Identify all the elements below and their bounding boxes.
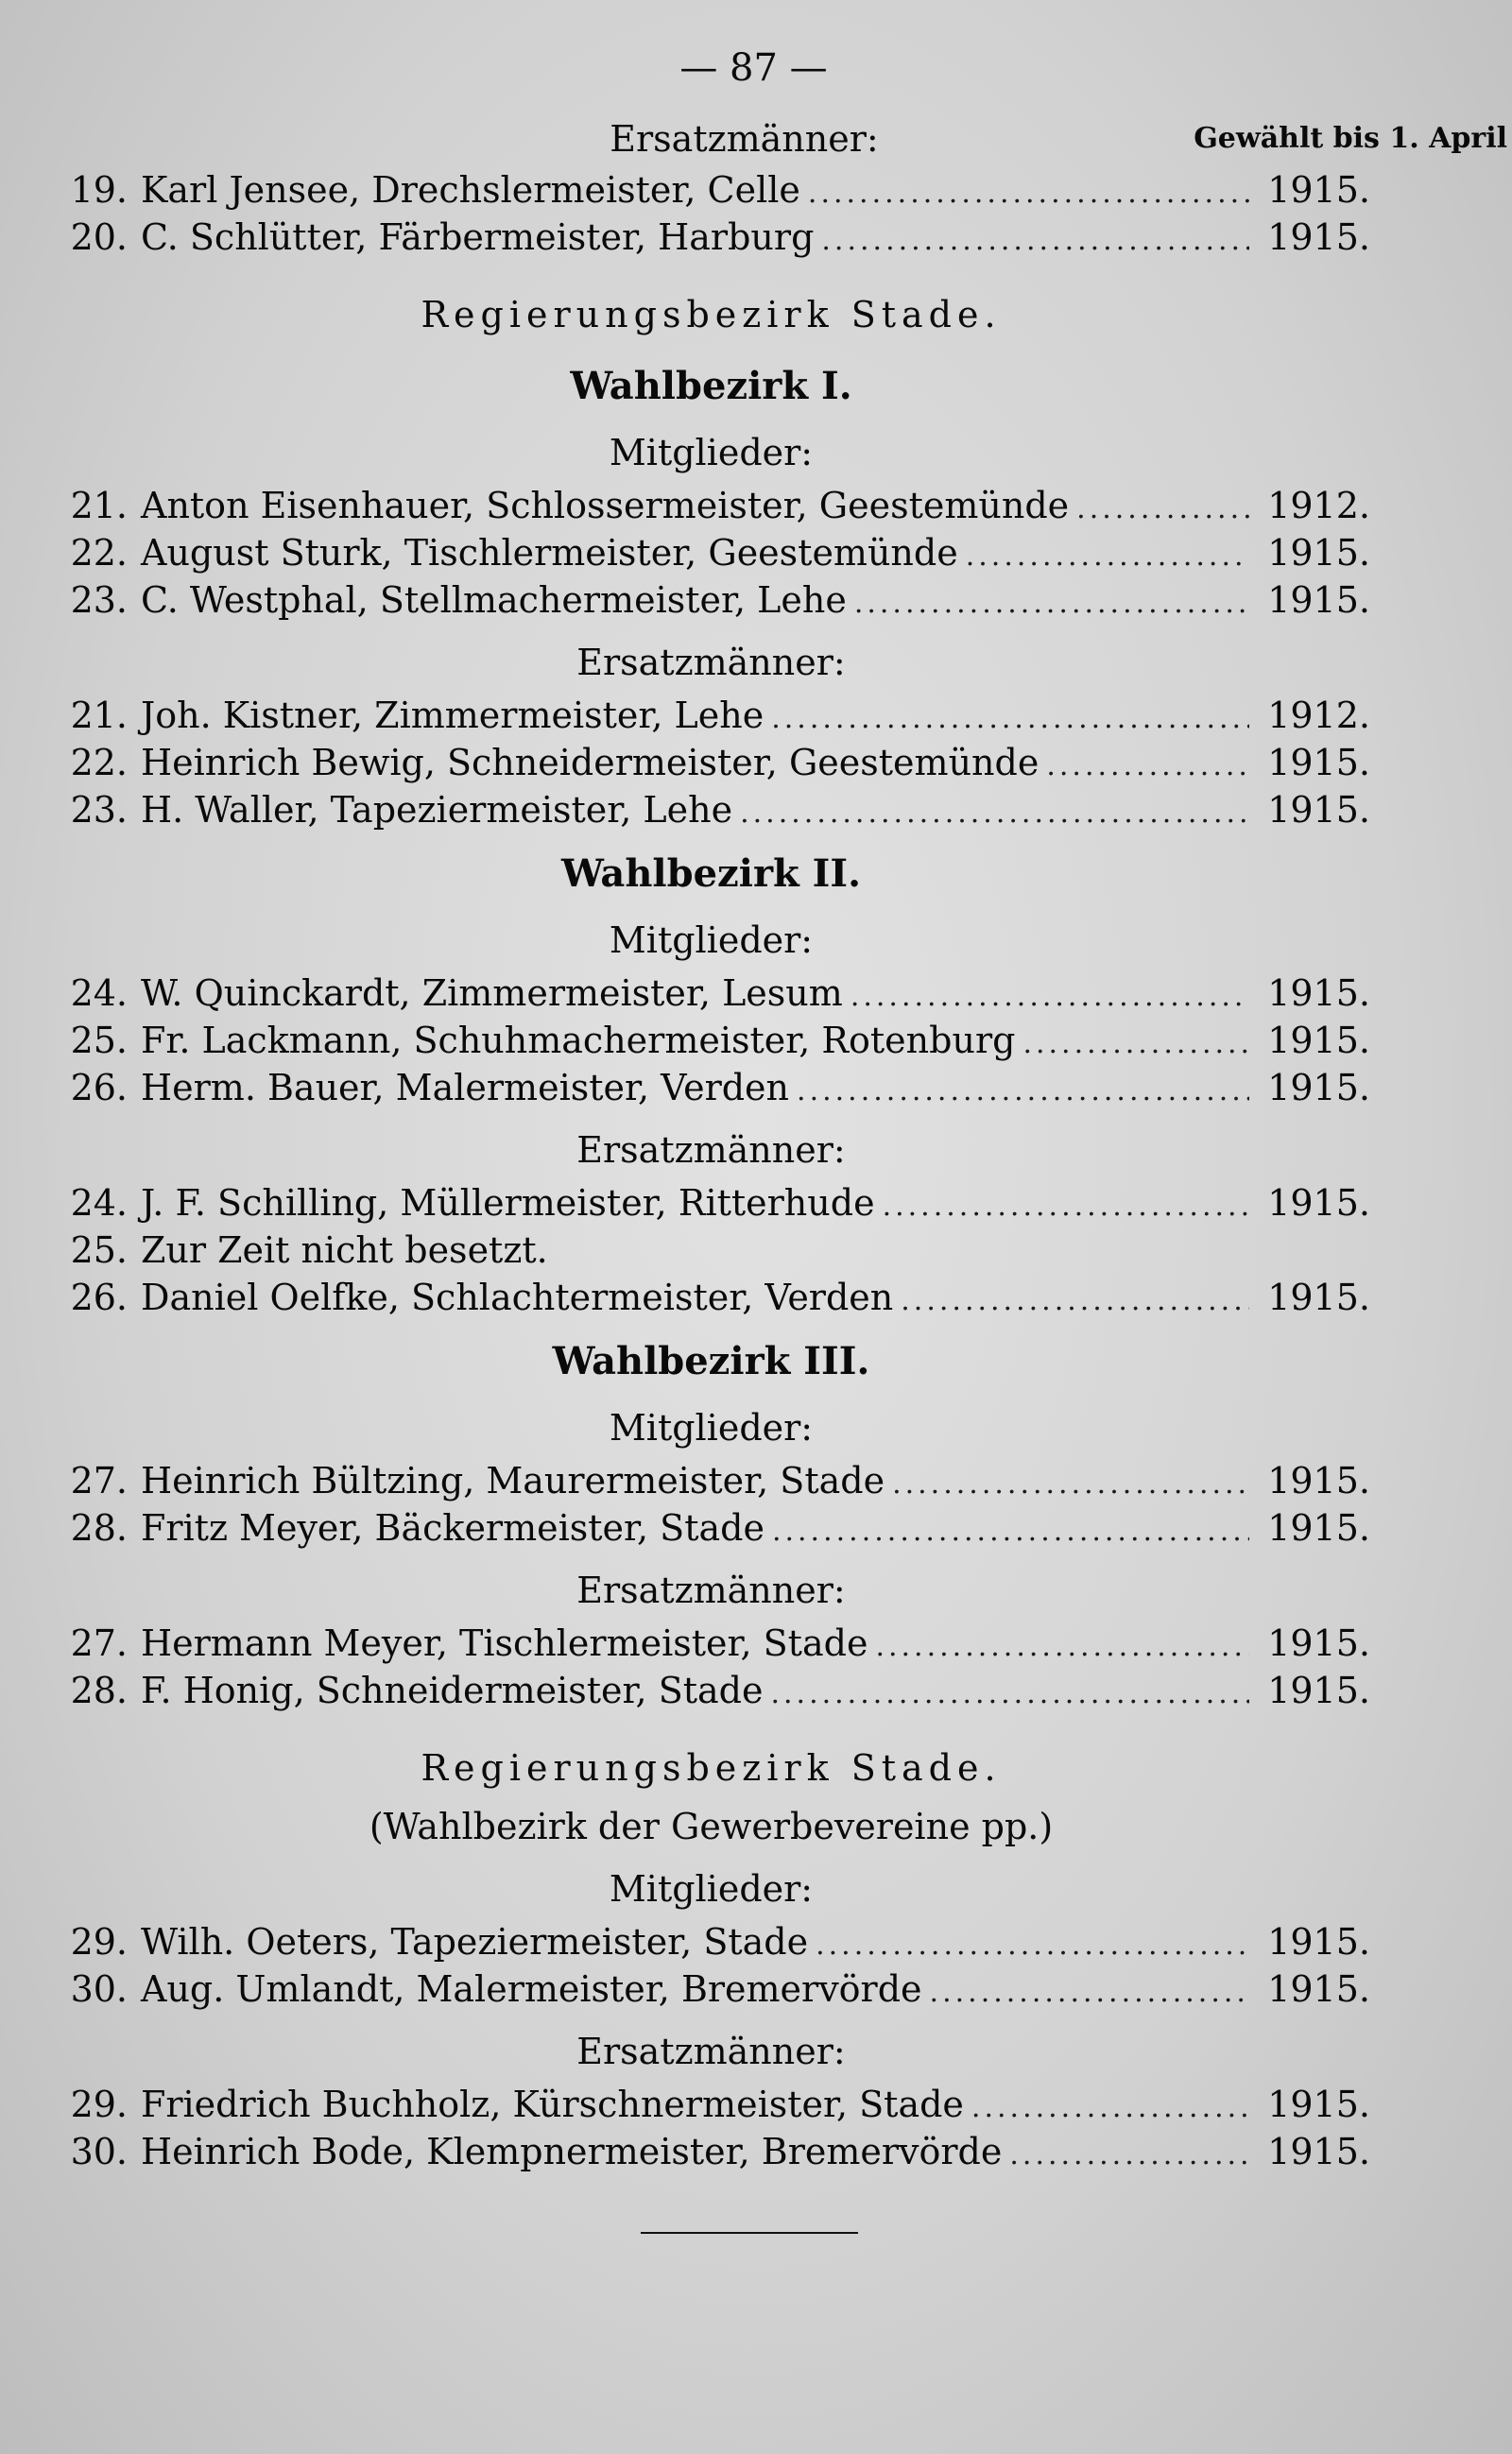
list-item [52,1064,1370,1111]
list-item [52,1457,1370,1504]
entry-name: Aug. Umlandt, Malermeister, Bremervörde [141,1968,922,2010]
entry-year: 1915. [1267,1507,1370,1549]
district-title: Regierungsbezirk Stade. [421,294,1002,335]
list-item [52,786,1370,833]
dot-leader [1022,1021,1249,1068]
entry-name: Fritz Meyer, Bäckermeister, Stade [141,1507,765,1549]
entry-name: C. Schlütter, Färbermeister, Harburg [141,216,815,258]
entry-number: 29. [70,1921,128,1963]
entry-number: 27. [70,1460,128,1502]
entry-number: 19. [70,169,128,211]
dot-leader [1046,743,1249,790]
list-item [52,692,1370,739]
wahlbezirk-2-title: Wahlbezirk II. [560,851,862,896]
elected-until-label: Gewählt bis 1. April [1194,122,1507,155]
entry-name: August Sturk, Tischlermeister, Geestemünde [141,532,958,574]
entry-number: 22. [70,532,128,574]
entry-year: 1915. [1267,1182,1370,1224]
entry-name: F. Honig, Schneidermeister, Stade [141,1670,764,1711]
list-item [52,1274,1370,1321]
entry-year: 1915. [1267,1277,1370,1318]
entry-name: Heinrich Bewig, Schneidermeister, Geestemünde [141,742,1040,783]
wb3-members [52,1457,1370,1552]
entry-year: 1915. [1267,1460,1370,1502]
entry-year: 1915. [1267,789,1370,831]
members-heading: Mitglieder: [609,432,814,473]
entry-name: Hermann Meyer, Tischlermeister, Stade [141,1622,868,1664]
ersatz-heading: Ersatzmänner: [576,1129,846,1171]
top-entries [52,166,1370,261]
list-item [52,1504,1370,1552]
entry-year: 1915. [1267,532,1370,574]
list-item [52,1918,1370,1965]
entry-number: 23. [70,789,128,831]
dot-leader [816,1922,1249,1969]
dot-leader [971,2085,1249,2132]
entry-number: 20. [70,216,128,258]
entry-number: 22. [70,742,128,783]
dot-leader [740,790,1249,837]
wb3-ersatz [52,1620,1370,1714]
list-item [52,1017,1370,1064]
entry-name: W. Quinckardt, Zimmermeister, Lesum [141,972,843,1014]
dot-leader [821,217,1249,265]
ersatz-heading: Ersatzmänner: [576,1570,846,1611]
entry-number: 28. [70,1670,128,1711]
entry-name: Herm. Bauer, Malermeister, Verden [141,1067,790,1108]
entry-number: 24. [70,1182,128,1224]
entry-year: 1915. [1267,2131,1370,2172]
entry-name: C. Westphal, Stellmachermeister, Lehe [141,579,847,621]
entry-year: 1915. [1267,169,1370,211]
dot-leader [875,1623,1249,1671]
entry-number: 24. [70,972,128,1014]
entry-year: 1912. [1267,485,1370,526]
wahlbezirk-1-title: Wahlbezirk I. [570,364,852,408]
dot-leader [930,1969,1249,2016]
wb2-ersatz [52,1179,1370,1321]
entry-year: 1915. [1267,579,1370,621]
district2-ersatz [52,2081,1370,2175]
entry-year: 1915. [1267,1670,1370,1711]
dot-leader [797,1068,1249,1115]
entry-year: 1915. [1267,1968,1370,2010]
entry-year: 1915. [1267,1067,1370,1108]
dot-leader [1076,486,1249,533]
list-item [52,1227,1370,1274]
entry-number: 28. [70,1507,128,1549]
dot-leader [808,170,1249,217]
list-item [52,576,1370,624]
entry-number: 25. [70,1020,128,1061]
entry-year: 1915. [1267,216,1370,258]
ersatz-heading: Ersatzmänner: [610,118,879,160]
entry-name: Anton Eisenhauer, Schlossermeister, Geestemünde [141,485,1070,526]
entry-year: 1915. [1267,2084,1370,2125]
entry-name: Zur Zeit nicht besetzt. [141,1229,548,1271]
dot-leader [966,533,1249,580]
entry-year: 1915. [1267,1921,1370,1963]
district2-members [52,1918,1370,2013]
entry-number: 26. [70,1277,128,1318]
list-item [52,739,1370,786]
district-subtitle: (Wahlbezirk der Gewerbevereine pp.) [369,1806,1054,1847]
entry-name: Wilh. Oeters, Tapeziermeister, Stade [141,1921,809,1963]
list-item [52,1179,1370,1227]
entry-name: Heinrich Bode, Klempnermeister, Bremervörde [141,2131,1003,2172]
district-title: Regierungsbezirk Stade. [421,1747,1002,1789]
closing-rule [641,2232,858,2234]
list-item [52,529,1370,576]
list-item [52,1620,1370,1667]
ersatz-heading: Ersatzmänner: [576,2031,846,2072]
entry-year: 1915. [1267,972,1370,1014]
list-item [52,166,1370,214]
entry-number: 25. [70,1229,128,1271]
entry-number: 21. [70,485,128,526]
list-item [52,2128,1370,2175]
list-item [52,1667,1370,1714]
dot-leader [770,1671,1249,1718]
entry-year: 1915. [1267,1020,1370,1061]
dot-leader [883,1183,1249,1230]
dot-leader [854,580,1249,627]
dot-leader [771,695,1249,743]
entry-number: 23. [70,579,128,621]
wb1-ersatz [52,692,1370,833]
dot-leader [850,973,1249,1021]
entry-name: Daniel Oelfke, Schlachtermeister, Verden [141,1277,894,1318]
entry-name: Friedrich Buchholz, Kürschnermeister, Stade [141,2084,964,2125]
entry-name: Karl Jensee, Drechslermeister, Celle [141,169,800,211]
members-heading: Mitglieder: [609,1407,814,1449]
list-item [52,2081,1370,2128]
dot-leader [1009,2132,1249,2179]
list-item [52,482,1370,529]
entry-number: 21. [70,695,128,736]
entry-year: 1912. [1267,695,1370,736]
entry-number: 29. [70,2084,128,2125]
dot-leader [892,1461,1249,1508]
wb1-members [52,482,1370,624]
page-number: — 87 — [679,46,828,90]
header-row [52,112,1507,166]
wb2-members [52,970,1370,1111]
members-heading: Mitglieder: [609,1868,814,1910]
list-item [52,1965,1370,2013]
dot-leader [772,1508,1249,1555]
wahlbezirk-3-title: Wahlbezirk III. [552,1339,870,1383]
entry-name: H. Waller, Tapeziermeister, Lehe [141,789,733,831]
entry-number: 26. [70,1067,128,1108]
list-item [52,214,1370,261]
entry-name: Fr. Lackmann, Schuhmachermeister, Rotenburg [141,1020,1016,1061]
entry-name: Heinrich Bültzing, Maurermeister, Stade [141,1460,885,1502]
entry-name: J. F. Schilling, Müllermeister, Ritterhude [141,1182,875,1224]
entry-number: 27. [70,1622,128,1664]
entry-year: 1915. [1267,742,1370,783]
entry-year: 1915. [1267,1622,1370,1664]
dot-leader [901,1278,1249,1325]
ersatz-heading: Ersatzmänner: [576,642,846,683]
entry-number: 30. [70,2131,128,2172]
list-item [52,970,1370,1017]
entry-number: 30. [70,1968,128,2010]
entry-name: Joh. Kistner, Zimmermeister, Lehe [141,695,765,736]
members-heading: Mitglieder: [609,919,814,961]
